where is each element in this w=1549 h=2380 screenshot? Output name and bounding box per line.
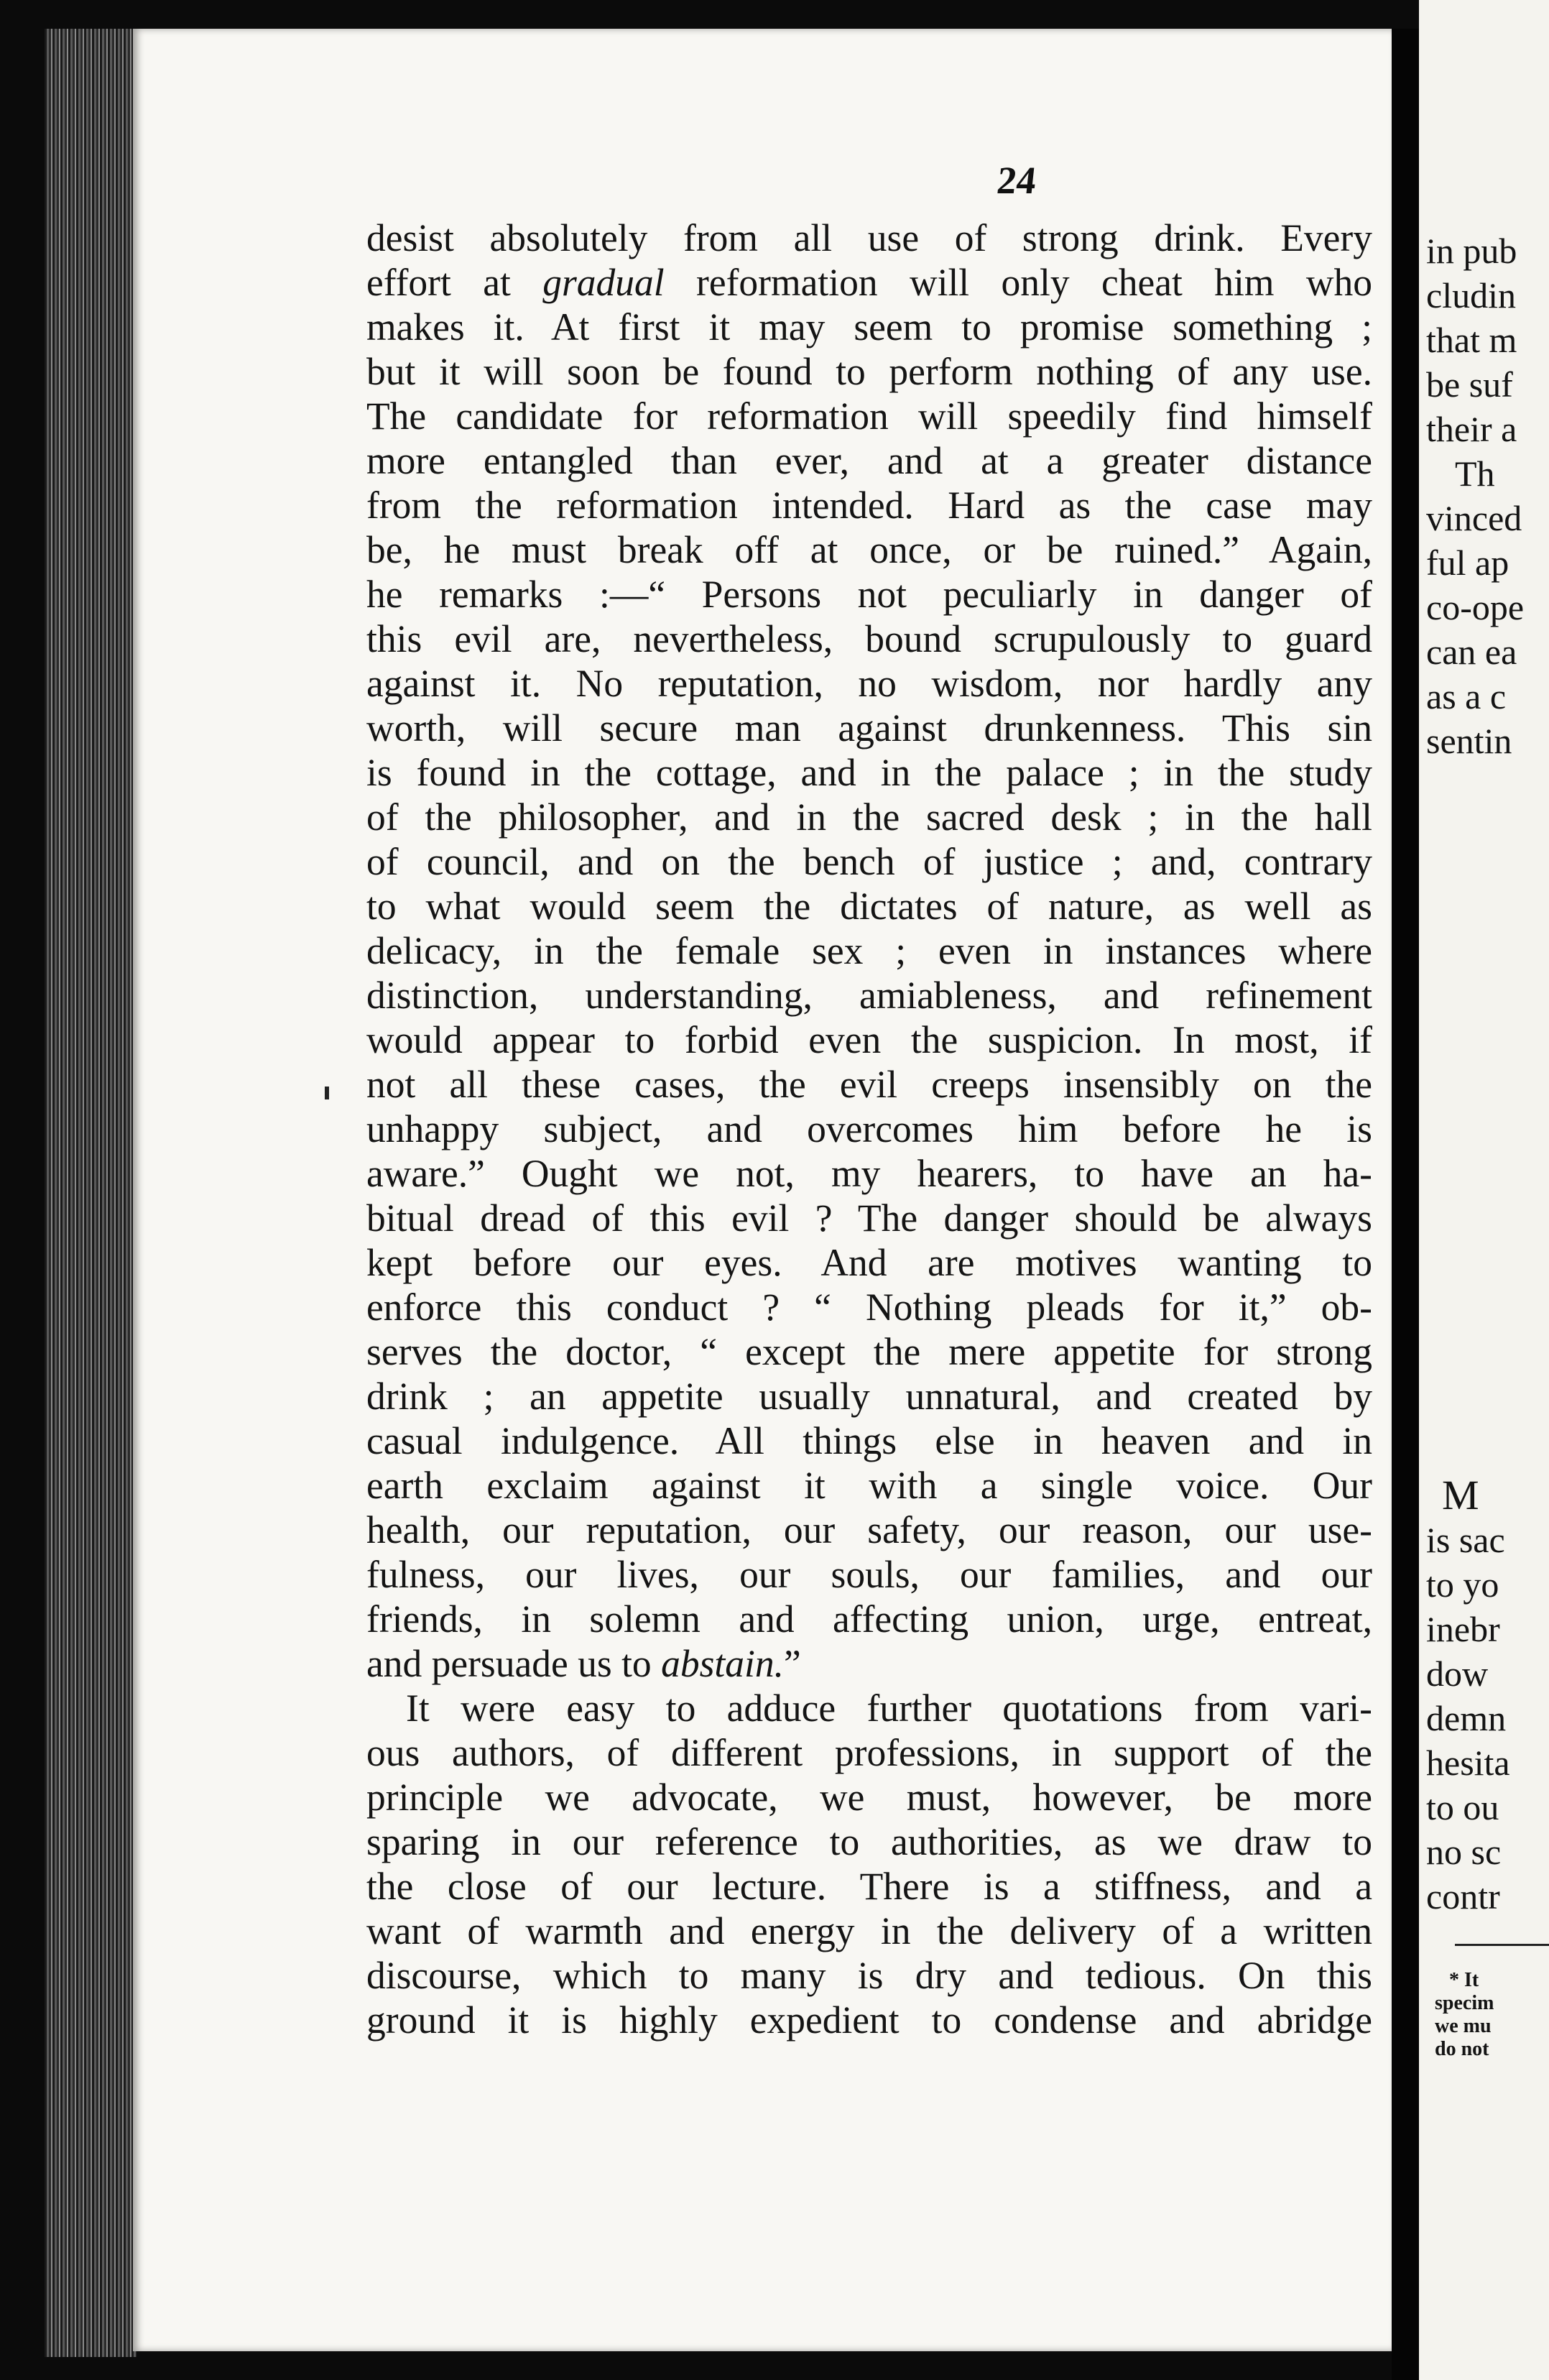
text-line: unhappy subject, and overcomes him before he is bbox=[366, 1107, 1372, 1150]
text-line: delicacy, in the female sex ; even in instances where bbox=[366, 929, 1372, 972]
cropped-text-line: we mu bbox=[1435, 2015, 1492, 2037]
text-line: ous authors, of different professions, in support of the bbox=[366, 1731, 1372, 1774]
text-line: makes it. At first it may seem to promise something ; bbox=[366, 305, 1372, 349]
right-page-lower-text bbox=[1426, 1473, 1510, 1919]
cropped-text-line: can ea bbox=[1426, 632, 1517, 672]
book-gutter bbox=[1392, 29, 1419, 2380]
text-line: serves the doctor, “ except the mere appetite for strong bbox=[366, 1330, 1372, 1373]
text-line: kept before our eyes. And are motives wanting to bbox=[366, 1241, 1372, 1284]
text-line: from the reformation intended. Hard as the case may bbox=[366, 484, 1372, 527]
text-line: fulness, our lives, our souls, our families, and our bbox=[366, 1553, 1372, 1596]
text-line: bitual dread of this evil ? The danger should be always bbox=[366, 1196, 1372, 1240]
cropped-text-line: vinced bbox=[1426, 498, 1522, 538]
book-page-right-cropped bbox=[1419, 0, 1549, 2380]
cropped-text-line: specim bbox=[1435, 1992, 1494, 2014]
text-line: ground it is highly expedient to condense and abridge bbox=[366, 1998, 1372, 2042]
text-line: of council, and on the bench of justice ; and, contrary bbox=[366, 840, 1372, 883]
footnote-rule bbox=[1455, 1944, 1549, 1946]
text-line: this evil are, nevertheless, bound scrupulously to guard bbox=[366, 617, 1372, 660]
text-line: friends, in solemn and affecting union, urge, entreat, bbox=[366, 1597, 1372, 1641]
cropped-text-line: that m bbox=[1426, 320, 1517, 360]
cropped-text-line: hesita bbox=[1426, 1743, 1510, 1783]
cropped-text-line: is sac bbox=[1426, 1520, 1505, 1560]
text-line: health, our reputation, our safety, our reason, our use- bbox=[366, 1508, 1372, 1551]
cropped-text-line: to ou bbox=[1426, 1787, 1499, 1827]
text-line: enforce this conduct ? “ Nothing pleads for it,” ob- bbox=[366, 1286, 1372, 1329]
cropped-text-line: demn bbox=[1426, 1698, 1507, 1738]
cropped-text-line: cludin bbox=[1426, 275, 1516, 315]
text-line: principle we advocate, we must, however, be more bbox=[366, 1776, 1372, 1819]
text-line: to what would seem the dictates of nature, as well as bbox=[366, 885, 1372, 928]
text-line: is found in the cottage, and in the palace ; in the study bbox=[366, 751, 1372, 794]
text-line: The candidate for reformation will speedily find himself bbox=[366, 395, 1372, 438]
right-page-footnote bbox=[1435, 1969, 1494, 2061]
cropped-text-line: ful ap bbox=[1426, 543, 1509, 583]
text-line: would appear to forbid even the suspicion. In most, if bbox=[366, 1018, 1372, 1061]
cropped-text-line: to yo bbox=[1426, 1564, 1499, 1605]
text-line: discourse, which to many is dry and tedious. On this bbox=[366, 1954, 1372, 1997]
text-line: be, he must break off at once, or be ruined.” Again, bbox=[366, 528, 1372, 571]
text-line: not all these cases, the evil creeps insensibly on the bbox=[366, 1063, 1372, 1106]
cropped-text-line: sentin bbox=[1426, 721, 1512, 761]
cropped-text-line: co-ope bbox=[1426, 587, 1525, 627]
cropped-text-line: do not bbox=[1435, 2038, 1489, 2060]
cropped-text-line: M bbox=[1442, 1472, 1479, 1518]
cropped-text-line: * It bbox=[1449, 1969, 1479, 1991]
cropped-text-line: inebr bbox=[1426, 1609, 1500, 1649]
text-line: aware.” Ought we not, my hearers, to have an ha- bbox=[366, 1152, 1372, 1195]
text-line: want of warmth and energy in the delivery of a written bbox=[366, 1909, 1372, 1952]
cropped-text-line: no sc bbox=[1426, 1832, 1502, 1872]
cropped-text-line: contr bbox=[1426, 1876, 1500, 1917]
margin-mark bbox=[325, 1087, 329, 1099]
text-line: more entangled than ever, and at a greater distance bbox=[366, 439, 1372, 482]
text-line: drink ; an appetite usually unnatural, and created by bbox=[366, 1375, 1372, 1418]
cropped-text-line: be suf bbox=[1426, 364, 1513, 405]
right-page-upper-text bbox=[1426, 229, 1524, 763]
cropped-text-line: as a c bbox=[1426, 676, 1507, 716]
text-line: It were easy to adduce further quotations from vari- bbox=[406, 1687, 1372, 1730]
text-line: but it will soon be found to perform nothing of any use. bbox=[366, 350, 1372, 393]
body-text bbox=[366, 216, 1372, 2042]
cropped-text-line: dow bbox=[1426, 1653, 1489, 1694]
page-number: 24 bbox=[994, 159, 1039, 202]
cropped-text-line: Th bbox=[1455, 453, 1495, 494]
text-line: earth exclaim against it with a single voice. Our bbox=[366, 1464, 1372, 1507]
text-line: sparing in our reference to authorities, as we draw to bbox=[366, 1820, 1372, 1863]
page-edge-stack bbox=[45, 29, 137, 2357]
text-line: casual indulgence. All things else in heaven and in bbox=[366, 1419, 1372, 1462]
text-line: and persuade us to abstain.” bbox=[366, 1642, 801, 1685]
text-line: the close of our lecture. There is a stiffness, and a bbox=[366, 1865, 1372, 1908]
text-line: distinction, understanding, amiableness, and refinement bbox=[366, 974, 1372, 1017]
text-line: desist absolutely from all use of strong drink. Every bbox=[366, 216, 1372, 259]
text-line: worth, will secure man against drunkenness. This sin bbox=[366, 706, 1372, 749]
text-line: effort at gradual reformation will only cheat him who bbox=[366, 261, 1373, 304]
cropped-text-line: in pub bbox=[1426, 231, 1517, 271]
text-line: of the philosopher, and in the sacred desk ; in the hall bbox=[366, 795, 1372, 839]
cropped-text-line: their a bbox=[1426, 409, 1517, 449]
text-line: he remarks :—“ Persons not peculiarly in danger of bbox=[366, 573, 1372, 616]
text-line: against it. No reputation, no wisdom, nor hardly any bbox=[366, 662, 1372, 705]
